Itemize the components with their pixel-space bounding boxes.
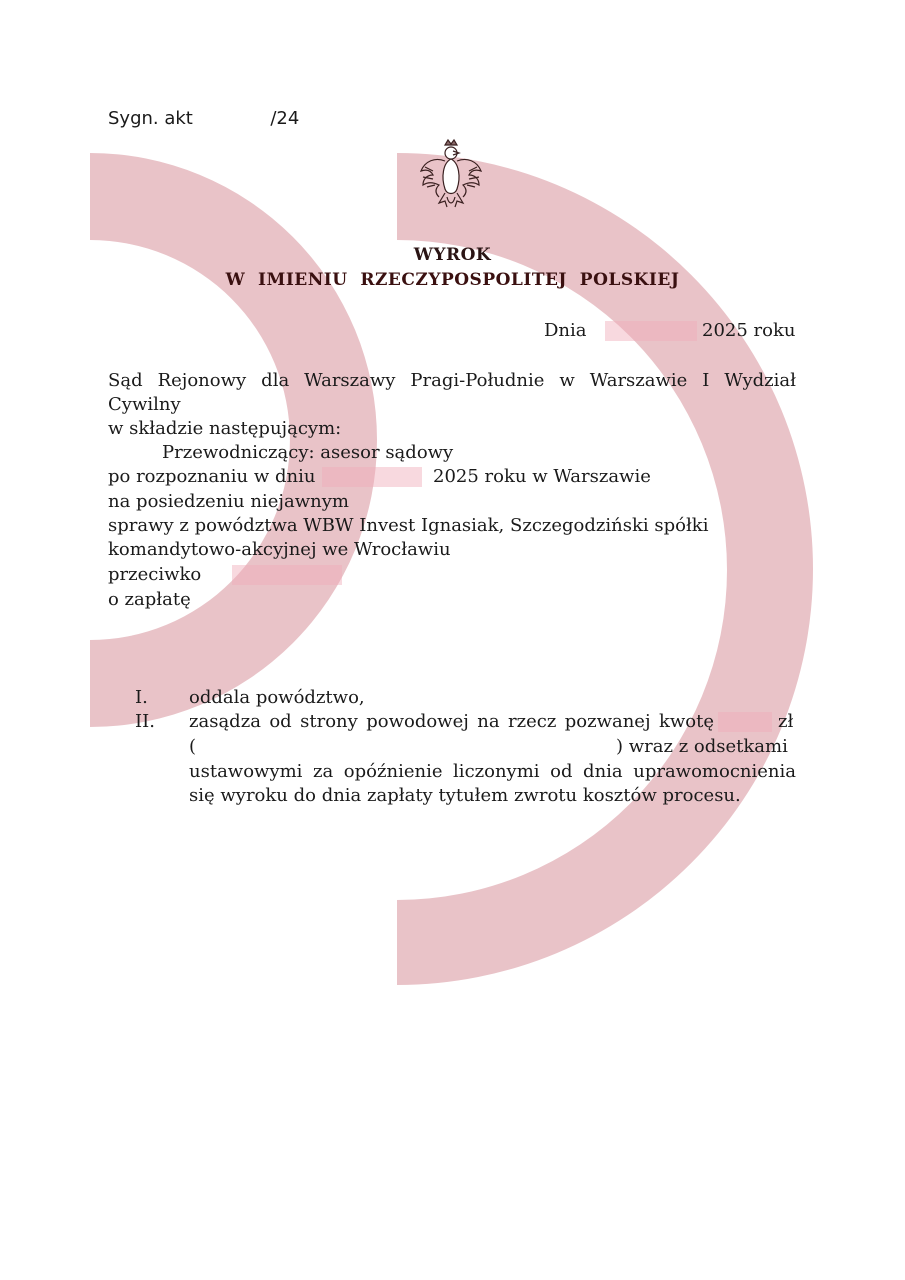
ruling-2-interest: ) wraz z odsetkami xyxy=(616,736,788,757)
hearing-suffix: 2025 roku w Warszawie xyxy=(433,466,651,487)
verdict-title: WYROK xyxy=(413,245,492,265)
ruling-2-line-3: ustawowymi za opóźnienie liczonymi od dnia uprawomocnienia xyxy=(189,761,796,782)
court-line-1: Sąd Rejonowy dla Warszawy Pragi-Południe w Warszawie I Wydział xyxy=(108,370,796,391)
redaction-hearing-date xyxy=(322,467,422,487)
date-suffix: 2025 roku xyxy=(702,320,796,341)
ruling-2-line-1: zasądza od strony powodowej na rzecz pozwanej kwotę xyxy=(189,711,714,732)
verdict-subtitle: W IMIENIU RZECZYPOSPOLITEJ POLSKIEJ xyxy=(225,270,680,290)
redaction-date xyxy=(605,321,697,341)
ruling-number-1: I. xyxy=(135,687,148,708)
composition-line: w składzie następującym: xyxy=(108,418,342,439)
session-line: na posiedzeniu niejawnym xyxy=(108,491,349,512)
presiding-judge-line: Przewodniczący: asesor sądowy xyxy=(162,442,454,463)
court-line-2: Cywilny xyxy=(108,394,181,415)
date-prefix: Dnia xyxy=(544,320,587,341)
ruling-1-text: oddala powództwo, xyxy=(189,687,365,708)
redaction-defendant xyxy=(232,565,342,585)
against-label: przeciwko xyxy=(108,564,202,585)
case-signature xyxy=(108,107,299,131)
ruling-2-currency: zł xyxy=(778,711,794,732)
ruling-2-line-4: się wyroku do dnia zapłaty tytułem zwrotu kosztów procesu. xyxy=(189,785,741,806)
case-line-1: sprawy z powództwa WBW Invest Ignasiak, Szczegodziński spółki xyxy=(108,515,709,536)
ruling-number-2: II. xyxy=(135,711,155,732)
hearing-prefix: po rozpoznaniu w dniu xyxy=(108,466,316,487)
redaction-amount xyxy=(718,712,772,732)
case-line-2: komandytowo-akcyjnej we Wrocławiu xyxy=(108,539,451,560)
ruling-2-open-paren: ( xyxy=(189,736,197,757)
subject-line: o zapłatę xyxy=(108,589,191,610)
case-label: Sygn. akt xyxy=(108,108,193,129)
polish-eagle-emblem-icon xyxy=(417,137,485,213)
case-number-suffix: /24 xyxy=(270,108,300,129)
